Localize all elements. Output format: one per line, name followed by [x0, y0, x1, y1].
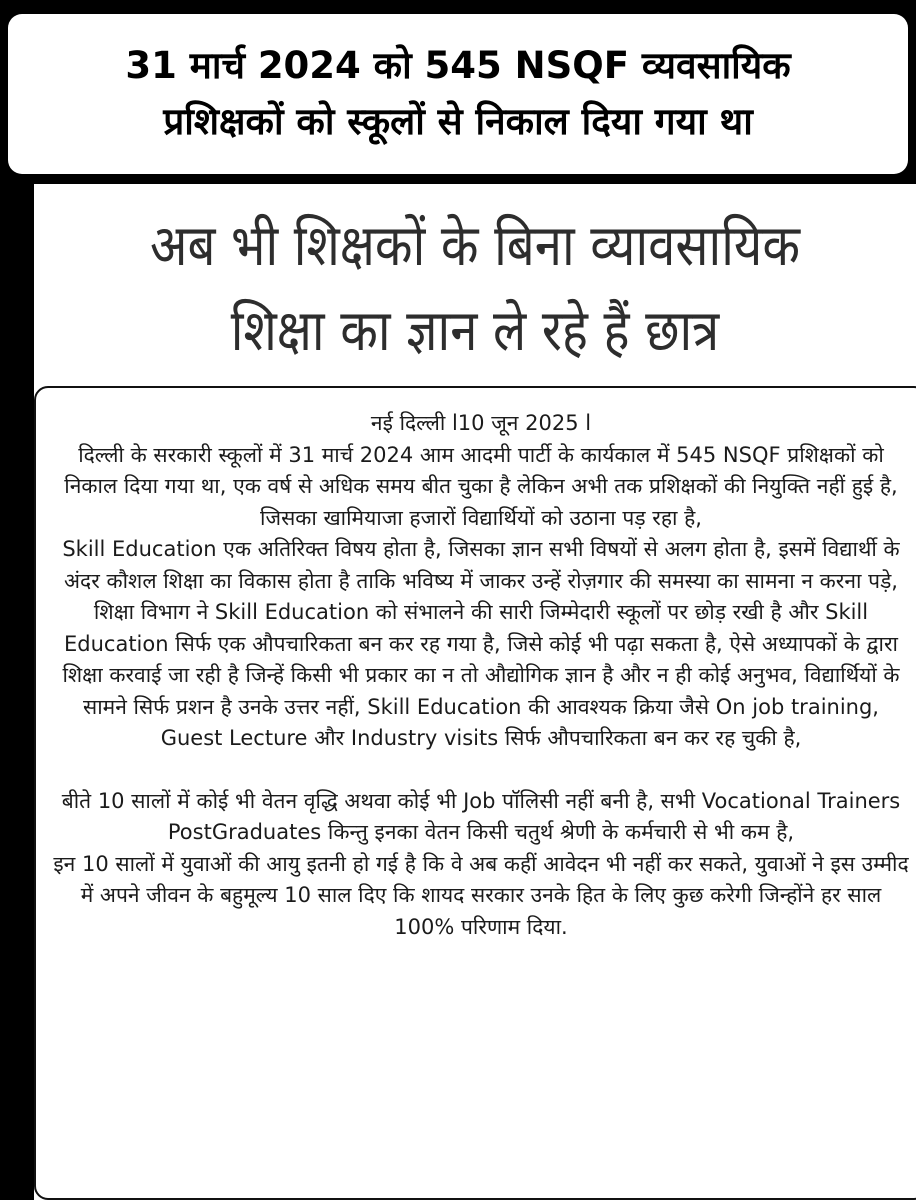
article-paragraph: शिक्षा विभाग ने Skill Education को संभालने की सारी जिम्मेदारी स्कूलों पर छोड़ रखी है और Skill Education सिर्फ एक औपचारिकता बन कर रह गया है, जिसे कोई भी पढ़ा सकता है, ऐसे अध्यापकों के द्वारा शिक्षा करवाई जा रही है जिन्हें किसी भी प्रकार का न तो औद्योगिक ज्ञान है और न ही कोई अनुभव, विद्यार्थियों के सामने सिर्फ प्रशन है उनके उत्तर नहीं, Skill Education की आवश्यक क्रिया जैसे On job training, Guest Lecture और Industry visits सिर्फ औपचारिकता बन कर रह चुकी है,	[62, 600, 900, 750]
article-paragraph: दिल्ली के सरकारी स्कूलों में 31 मार्च 2024 आम आदमी पार्टी के कार्यकाल में 545 NSQF प्रशिक्षकों को निकाल दिया गया था, एक वर्ष से अधिक समय बीत चुका है लेकिन अभी तक प्रशिक्षकों की नियुक्ति नहीं हुई है, जिसका खामियाजा हजारों विद्यार्थियों को उठाना पड़ रहा है,	[64, 442, 898, 530]
newspaper-headline	[34, 204, 916, 374]
banner-line-2: प्रशिक्षकों को स्कूलों से निकाल दिया गया था	[163, 100, 753, 143]
article-dateline: नई दिल्ली l10 जून 2025 l	[370, 411, 592, 435]
headline-line-2: शिक्षा का ज्ञान ले रहे हैं छात्र	[230, 298, 720, 364]
newspaper-clipping	[34, 184, 916, 1200]
headline-line-1: अब भी शिक्षकों के बिना व्यावसायिक	[149, 213, 801, 279]
title-banner	[8, 14, 908, 174]
article-box	[34, 386, 916, 1200]
article-paragraph: बीते 10 सालों में कोई भी वेतन वृद्धि अथवा कोई भी Job पॉलिसी नहीं बनी है, सभी Vocational Trainers PostGraduates किन्तु इनका वेतन किसी चतुर्थ श्रेणी के कर्मचारी से भी कम है,	[61, 788, 901, 844]
article-paragraph: इन 10 सालों में युवाओं की आयु इतनी हो गई है कि वे अब कहीं आवेदन भी नहीं कर सकते, युवाओं ने इस उम्मीद में अपने जीवन के बहुमूल्य 10 साल दिए कि शायद सरकार उनके हित के लिए कुछ करेगी जिन्होंने हर साल 100% परिणाम दिया.	[53, 851, 909, 939]
banner-line-1: 31 मार्च 2024 को 545 NSQF व्यवसायिक	[125, 44, 791, 87]
article-paragraph: Skill Education एक अतिरिक्त विषय होता है, जिसका ज्ञान सभी विषयों से अलग होता है, इसमें विद्यार्थी के अंदर कौशल शिक्षा का विकास होता है ताकि भविष्य में जाकर उन्हें रोज़गार की समस्या का सामना न करना पड़े,	[62, 537, 900, 593]
paragraph-spacer	[52, 755, 910, 786]
